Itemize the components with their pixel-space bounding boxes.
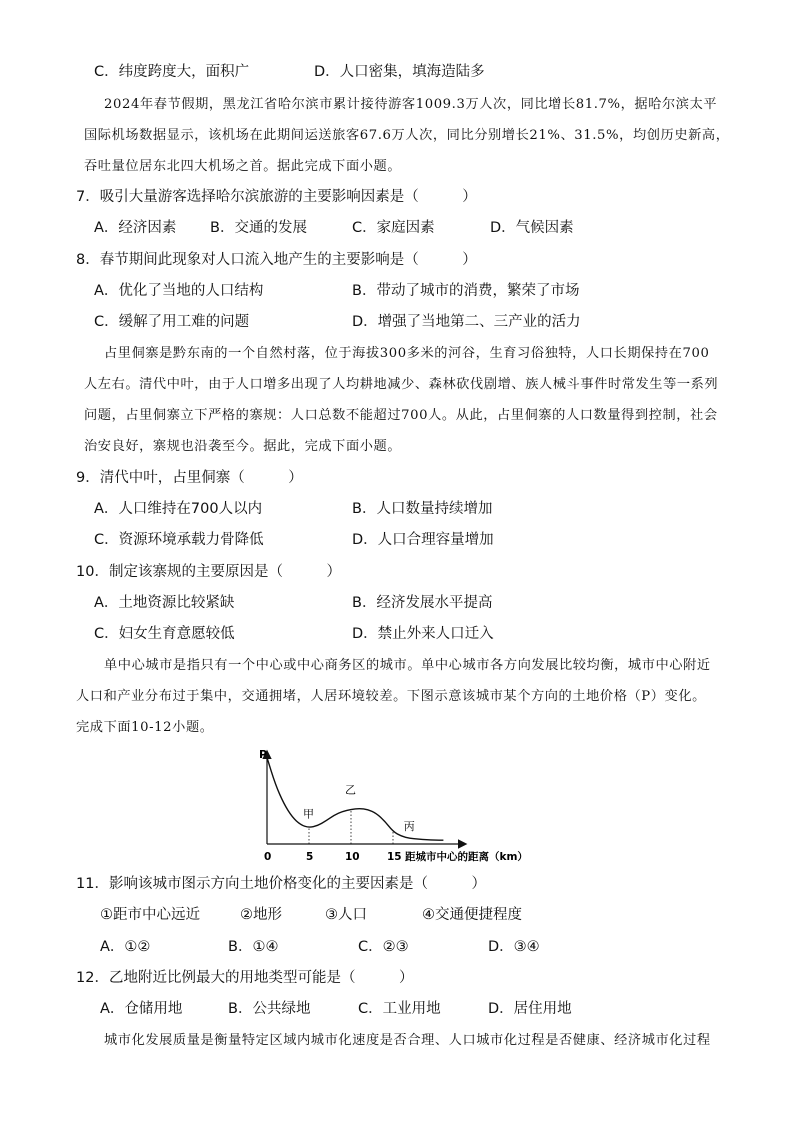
option-a: A．优化了当地的人口结构 <box>94 283 264 299</box>
option-c: C．家庭因素 <box>352 220 435 236</box>
option-b: B．交通的发展 <box>210 220 307 236</box>
x-tick-label: 10 <box>345 851 360 863</box>
option-b: B．经济发展水平提高 <box>352 595 493 611</box>
option-d: D．③④ <box>488 939 540 955</box>
question-stem: 10．制定该寨规的主要原因是（ ） <box>76 564 341 580</box>
passage1-line: 2024年春节假期，黑龙江省哈尔滨市累计接待游客1009.3万人次，同比增长81.7%，据哈尔滨太平 <box>104 97 718 112</box>
y-axis-label: P <box>259 748 268 761</box>
point-label: 甲 <box>303 807 314 821</box>
question-stem: 9．清代中叶，占里侗寨（ ） <box>76 470 303 486</box>
passage1-line: 吞吐量位居东北四大机场之首。据此完成下面小题。 <box>84 159 402 174</box>
passage3-line: 人口和产业分布过于集中，交通拥堵，人居环境较差。下图示意该城市某个方向的土地价格（P）变化。 <box>76 689 706 704</box>
q6-option-c: C．纬度跨度大，面积广 <box>94 64 250 80</box>
option-a: A．仓储用地 <box>100 1001 183 1017</box>
question-stem: 7．吸引大量游客选择哈尔滨旅游的主要影响因素是（ ） <box>76 189 477 205</box>
option-b: B．带动了城市的消费，繁荣了市场 <box>352 283 580 299</box>
question-stem: 12．乙地附近比例最大的用地类型可能是（ ） <box>76 970 414 986</box>
passage2-line: 占里侗寨是黔东南的一个自然村落，位于海拔300多米的河谷，生育习俗独特，人口长期保持在700 <box>104 346 710 361</box>
land-price-chart <box>250 740 560 870</box>
x-tick-label: 15 <box>387 851 402 863</box>
point-label: 丙 <box>403 820 415 834</box>
x-tick-label: 5 <box>306 851 314 863</box>
passage2-line: 治安良好，寨规也沿袭至今。据此，完成下面小题。 <box>84 439 402 454</box>
option-d: D．居住用地 <box>488 1001 572 1017</box>
statement-1: ①距市中心远近 <box>100 907 200 923</box>
passage3-line: 完成下面10-12小题。 <box>76 720 214 735</box>
option-c: C．工业用地 <box>358 1001 441 1017</box>
option-a: A．土地资源比较紧缺 <box>94 595 235 611</box>
statement-4: ④交通便捷程度 <box>422 907 522 923</box>
option-c: C．妇女生育意愿较低 <box>94 626 235 642</box>
option-a: A．①② <box>100 939 151 955</box>
option-c: C．资源环境承载力骨降低 <box>94 532 264 548</box>
statement-3: ③人口 <box>325 907 367 923</box>
x-axis-label: 距城市中心的距离（km） <box>405 851 528 863</box>
passage1-line: 国际机场数据显示，该机场在此期间运送旅客67.6万人次，同比分别增长21%、31.5%，均创历史新高， <box>84 128 730 143</box>
price-curve <box>267 758 443 841</box>
question-stem: 8．春节期间此现象对人口流入地产生的主要影响是（ ） <box>76 252 477 268</box>
option-c: C．缓解了用工难的问题 <box>94 314 250 330</box>
passage3-line: 单中心城市是指只有一个中心或中心商务区的城市。单中心城市各方向发展比较均衡，城市中心附近 <box>104 658 711 673</box>
option-b: B．公共绿地 <box>228 1001 311 1017</box>
statement-2: ②地形 <box>240 907 282 923</box>
q6-option-d: D．人口密集，填海造陆多 <box>314 64 485 80</box>
passage2-line: 人左右。清代中叶，由于人口增多出现了人均耕地减少、森林砍伐剧增、族人械斗事件时常发生等一系列 <box>84 377 719 392</box>
option-d: D．人口合理容量增加 <box>352 532 494 548</box>
option-d: D．增强了当地第二、三产业的活力 <box>352 314 581 330</box>
x-tick-label: 0 <box>264 851 272 863</box>
passage4-line: 城市化发展质量是衡量特定区域内城市化速度是否合理、人口城市化过程是否健康、经济城市化过程 <box>104 1033 711 1048</box>
option-b: B．人口数量持续增加 <box>352 501 493 517</box>
question-stem: 11．影响该城市图示方向土地价格变化的主要因素是（ ） <box>76 876 486 892</box>
option-a: A．人口维持在700人以内 <box>94 501 263 517</box>
option-c: C．②③ <box>358 939 409 955</box>
option-b: B．①④ <box>228 939 279 955</box>
point-label: 乙 <box>345 783 356 797</box>
option-d: D．禁止外来人口迁入 <box>352 626 494 642</box>
option-a: A．经济因素 <box>94 220 177 236</box>
passage2-line: 问题，占里侗寨立下严格的寨规：人口总数不能超过700人。从此，占里侗寨的人口数量得到控制，社会 <box>84 408 718 423</box>
option-d: D．气候因素 <box>490 220 574 236</box>
